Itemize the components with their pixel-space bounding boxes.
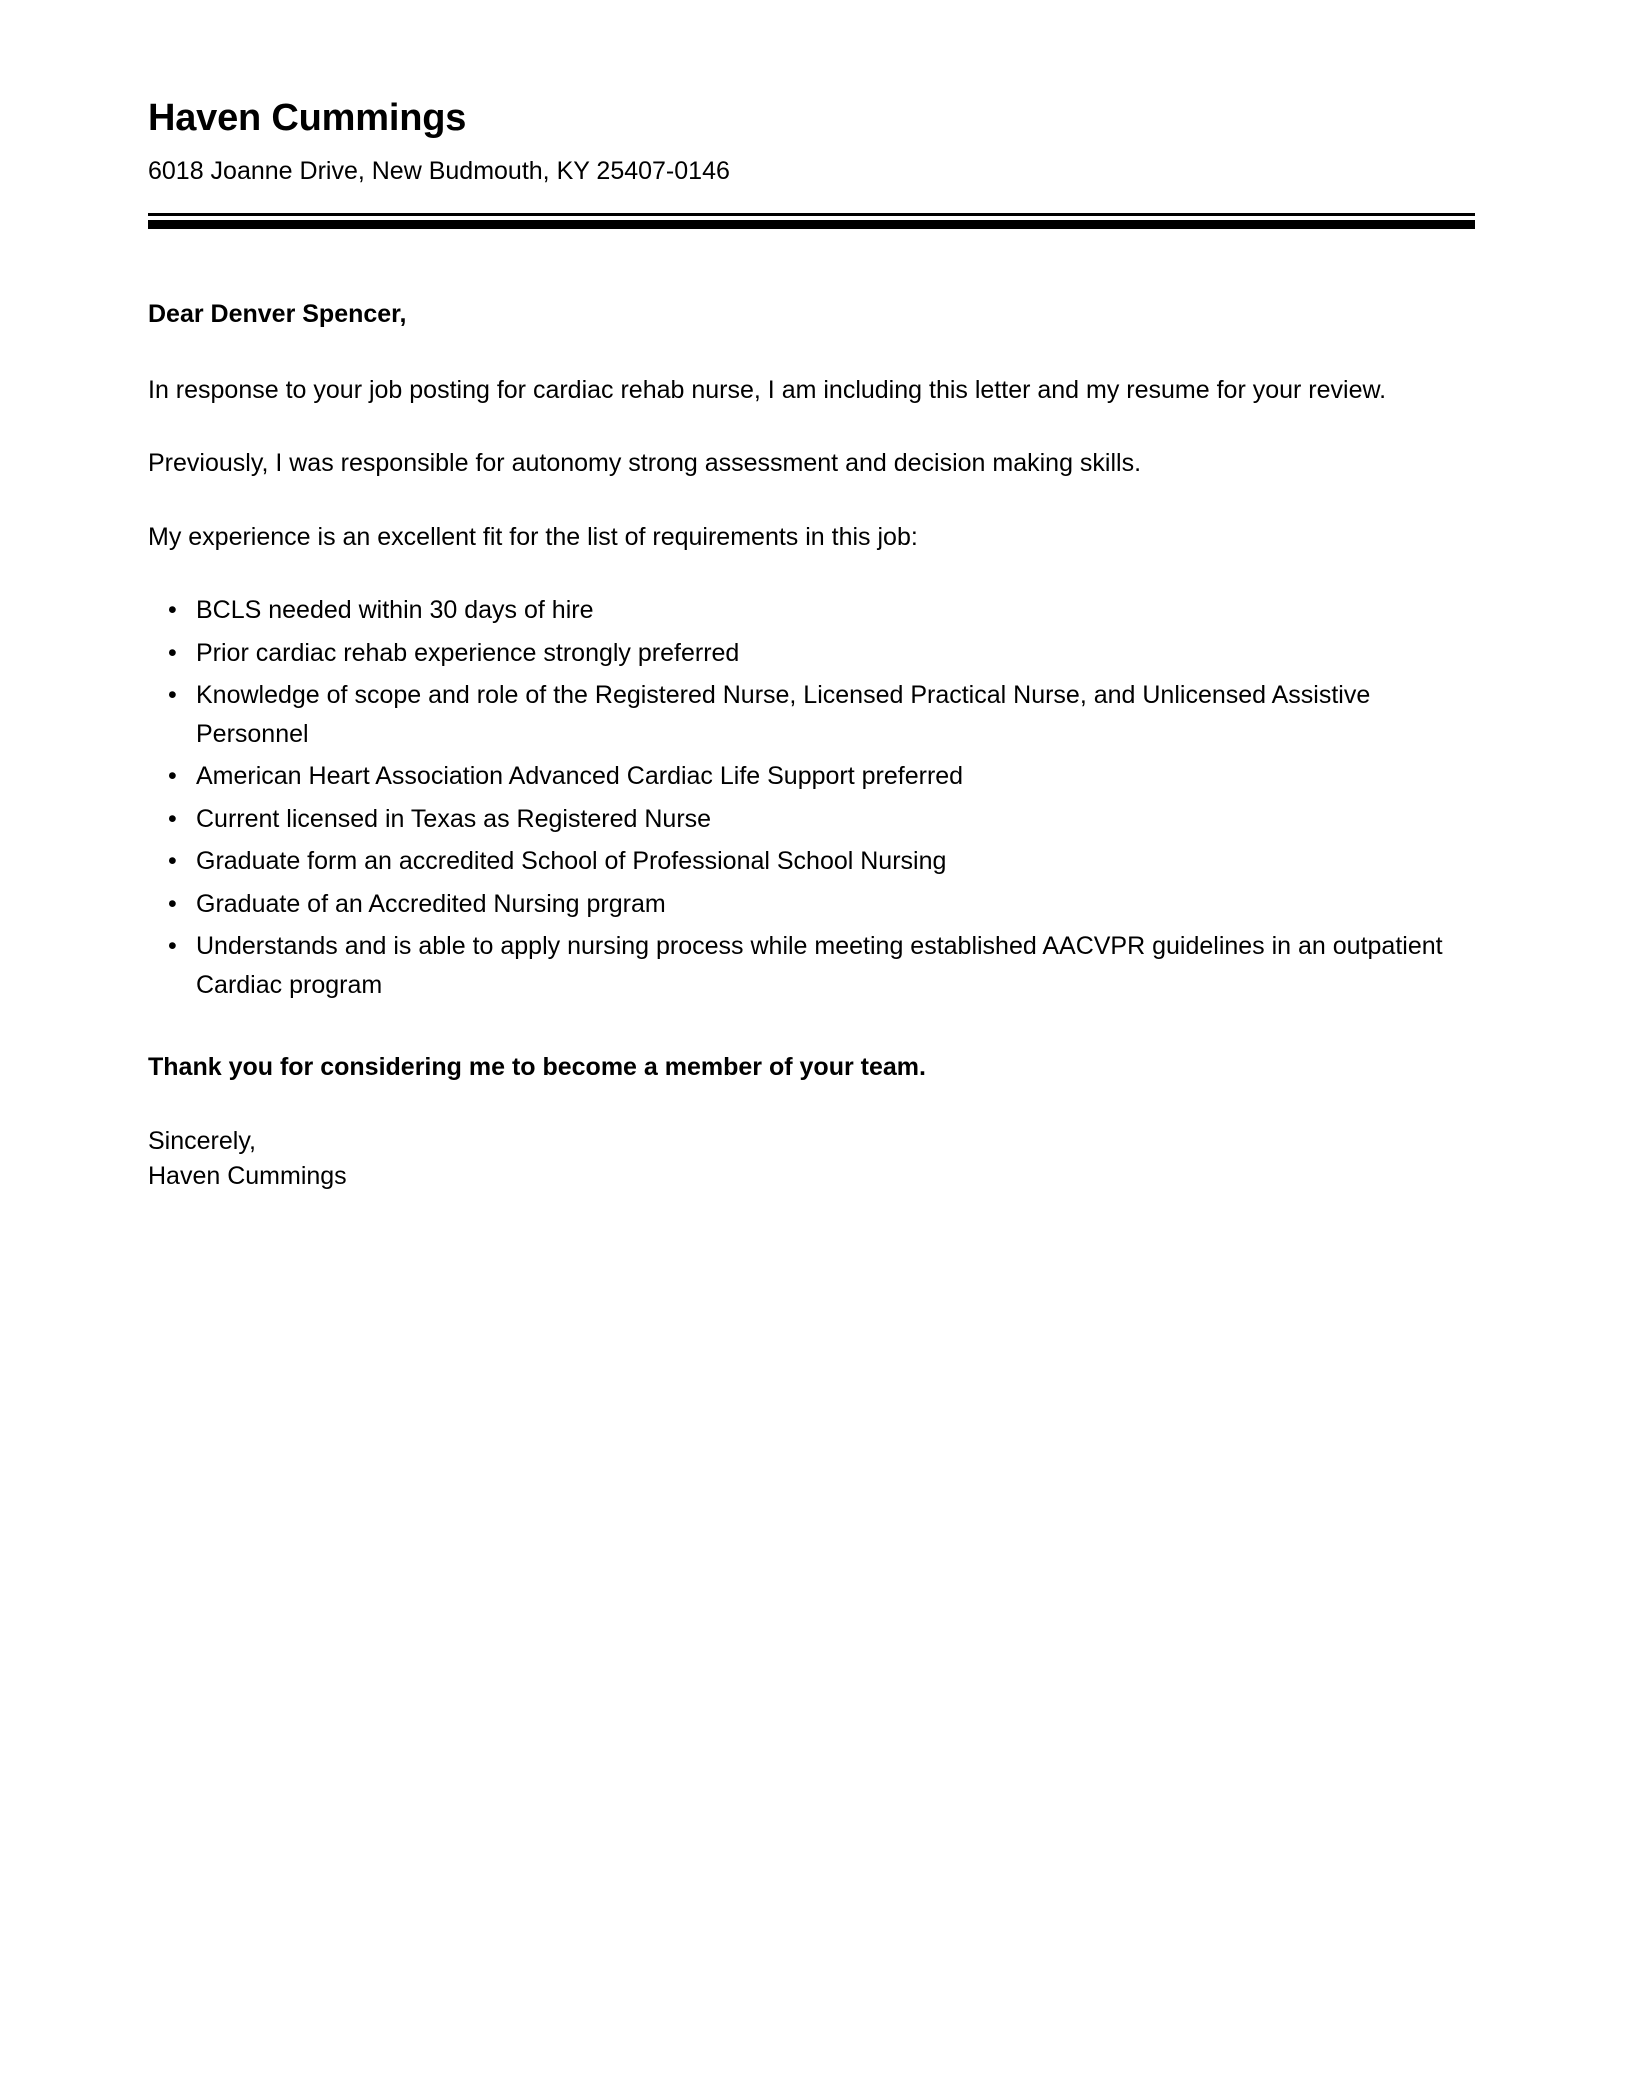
letter-closing xyxy=(148,1048,1475,1195)
letter-content xyxy=(148,295,1475,1195)
signature-block xyxy=(148,1124,1475,1195)
letterhead xyxy=(148,96,1475,229)
list-item: • Prior cardiac rehab experience strongly preferred xyxy=(148,634,1475,673)
previous-role-paragraph: Previously, I was responsible for autonomy strong assessment and decision making skills. xyxy=(148,449,1142,478)
sender-address: 6018 Joanne Drive, New Budmouth, KY 25407-0146 xyxy=(148,156,730,185)
thank-you-line: Thank you for considering me to become a member of your team. xyxy=(148,1053,926,1082)
list-item: • American Heart Association Advanced Cardiac Life Support preferred xyxy=(148,757,1475,796)
valediction: Sincerely, xyxy=(148,1126,256,1155)
requirements-lead-in: My experience is an excellent fit for the list of requirements in this job: xyxy=(148,522,918,551)
sender-name: Haven Cummings xyxy=(148,97,467,139)
signature-name: Haven Cummings xyxy=(148,1162,347,1191)
list-item: • Current licensed in Texas as Registered Nurse xyxy=(148,800,1475,839)
salutation: Dear Denver Spencer, xyxy=(148,300,407,329)
list-item: • Graduate form an accredited School of Professional School Nursing xyxy=(148,842,1475,881)
list-item: • Knowledge of scope and role of the Registered Nurse, Licensed Practical Nurse, and Unlicensed Assistive Personnel xyxy=(148,676,1475,753)
letter-body xyxy=(148,96,1475,1195)
list-item: • BCLS needed within 30 days of hire xyxy=(148,591,1475,630)
list-item: • Graduate of an Accredited Nursing prgram xyxy=(148,885,1475,924)
requirements-list xyxy=(148,591,1475,1004)
list-item: • Understands and is able to apply nursing process while meeting established AACVPR guidelines in an outpatient Cardiac program xyxy=(148,927,1475,1004)
intro-paragraph: In response to your job posting for cardiac rehab nurse, I am including this letter and my resume for your review. xyxy=(148,375,1387,404)
letterhead-divider xyxy=(148,213,1475,229)
